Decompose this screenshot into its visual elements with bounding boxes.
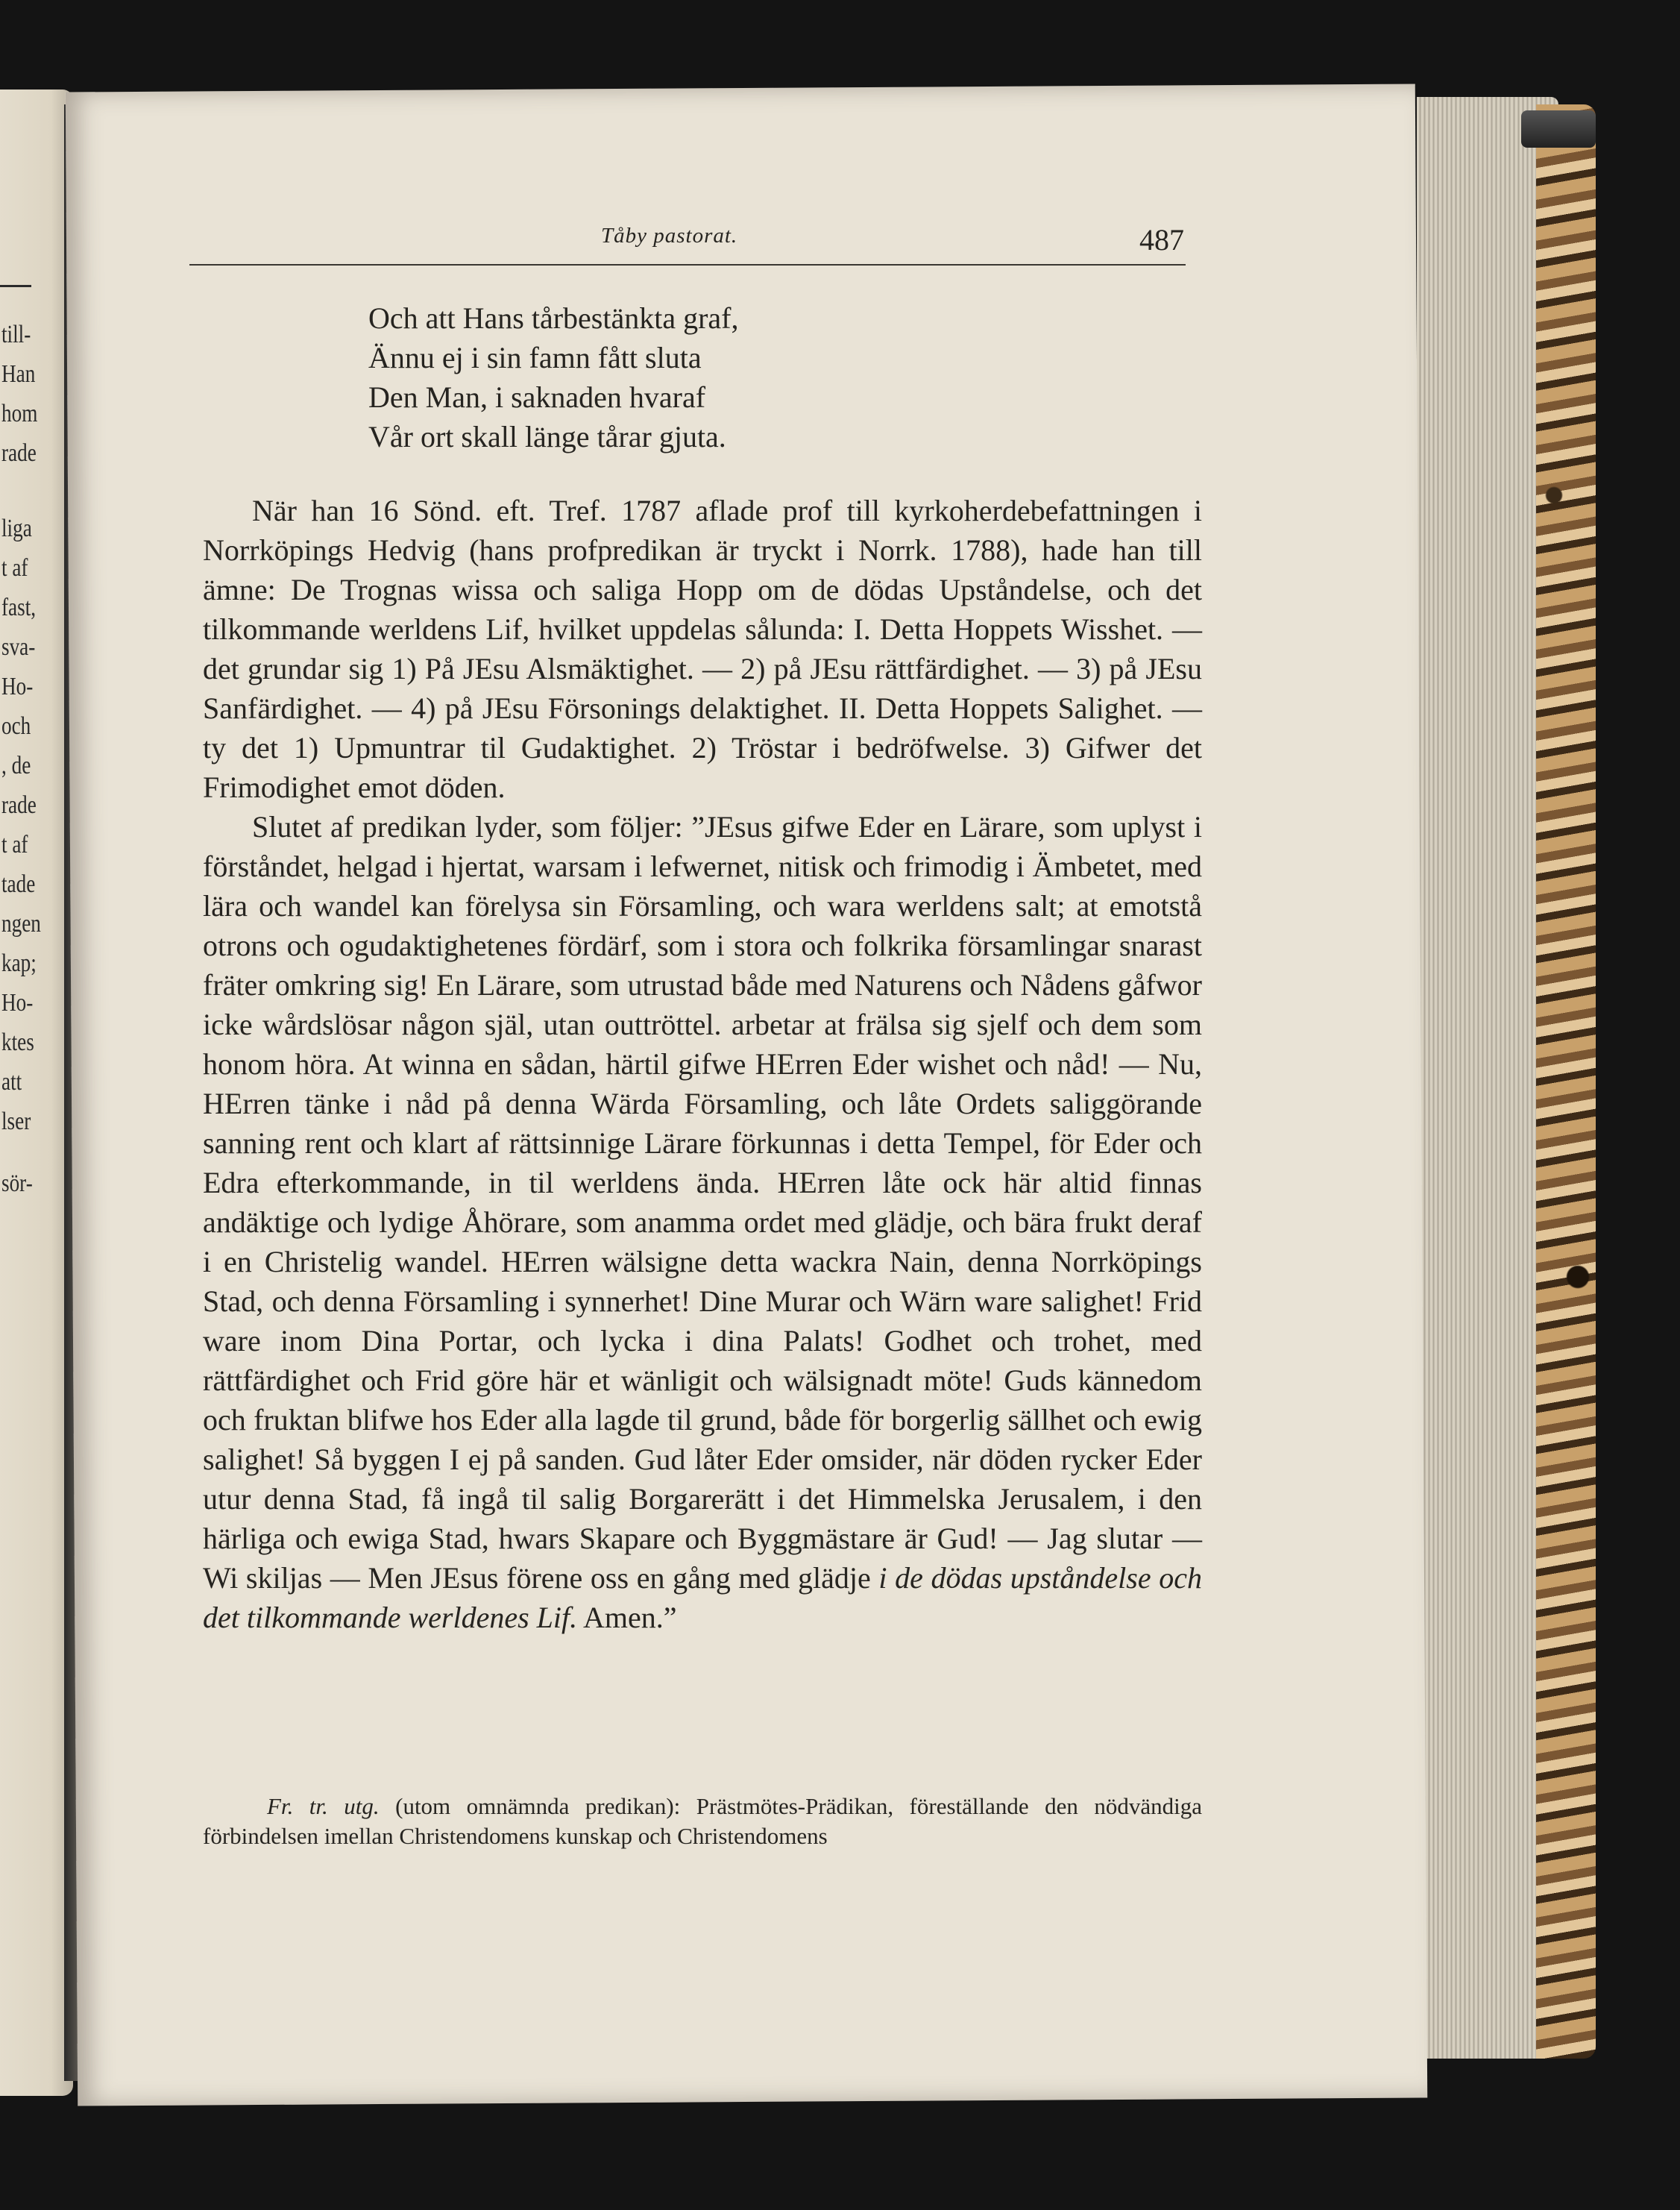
left-page-fragment: liga	[1, 515, 32, 542]
left-page-fragment: ngen	[1, 910, 41, 938]
left-page-fragment: ktes	[1, 1029, 34, 1056]
left-page-fragment: Han	[1, 360, 36, 388]
left-page-fragment: kap;	[1, 949, 37, 977]
left-page-fragment: t af	[1, 831, 28, 858]
left-page-fragment: fast,	[1, 594, 37, 621]
left-page-fragment: rade	[1, 439, 37, 467]
verse-line: Den Man, i saknaden hvaraf	[368, 380, 706, 414]
left-page-fragment: Ho-	[1, 989, 34, 1017]
paragraph-sermon-conclusion	[203, 807, 1202, 1637]
verse-line: Och att Hans tårbestänkta graf,	[368, 301, 739, 335]
footnote-text: (utom omnämnda predikan): Prästmötes-Prädikan, föreställande den nödvändiga förbindelsen imellan Christendomens kunskap och Christendomens	[203, 1793, 1202, 1849]
left-page-fragment: rade	[1, 791, 37, 819]
left-page-fragment: och	[1, 712, 31, 740]
footnote-label: Fr. tr. utg.	[267, 1793, 380, 1819]
page-number: 487	[1139, 223, 1184, 257]
running-head: Tåby pastorat.	[601, 224, 738, 248]
conclusion-text: Slutet af predikan lyder, som följer: ”JEsus gifwe Eder en Lärare, som uplyst i förståndet, helgad i hjertat, warsam i lefwernet, nitisk och frimodig i Ämbetet, med lära och wandel kan förelysa sin Församling, och wara werldens salt; at emotstå otrons och ogudaktighetenes fördärf, som i stora och folkrika församlingar snarast fräter omkring sig! En Lärare, som utrustad både med Naturens och Nådens gåfwor icke wårdslösar någon själ, utan outtröttel. arbetar at frälsa sig sjelf och dem som honom höra. At winna en sådan, härtil gifwe HErren Eder wishet och nåd! — Nu, HErren tänke i nåd på denna Wärda Församling, och låte Ordets saliggörande sanning rent och klart af rättsinnige Lärare förkunnas i detta Tempel, för Eder och Edra efterkommande, in til werldens ända. HErren låte ock här altid finnas andäktige och lydige Åhörare, som anamma ordet med glädje, och bära frukt deraf i en Christelig wandel. HErren wälsigne detta wackra Nain, denna Norrköpings Stad, och denna Församling i synnerhet! Dine Murar och Wärn ware salighet! Frid ware inom Dina Portar, och lycka i dina Palats! Godhet och trohet, med rättfärdighet och Frid göre här et wänligit och wälsignadt möte! Guds kännedom och fruktan blifwe hos Eder alla lagde til grund, både för borgerlig sällhet och ewig salighet! Så byggen I ej på sanden. Gud låter Eder omsider, när döden rycker Eder utur denna Stad, få ingå til salig Borgarerätt i det Himmelska Jerusalem, i den härliga och ewiga Stad, hwars Skapare och Byggmästare är Gud! — Jag slutar — Wi skiljas — Men JEsus förene oss en gång med glädje	[203, 810, 1202, 1595]
body-text	[203, 491, 1202, 1637]
verse-line: Ännu ej i sin famn fått sluta	[368, 341, 702, 374]
left-page-fragment: tade	[1, 870, 36, 898]
left-page-fragment: sva-	[1, 633, 36, 661]
conclusion-italic: i de dödas upståndelse och det tilkommande werldenes Lif.	[203, 1561, 1202, 1634]
left-page-fragment: att	[1, 1068, 22, 1096]
paragraph-sermon-description: När han 16 Sönd. eft. Tref. 1787 aflade prof till kyrkoherdebefattningen i Norrköpings Hedvig (hans profpredikan är tryckt i Norrk. 1788), hade han till ämne: De Trognas wissa och saliga Hopp om de dödas Upståndelse, och det tilkommande werldens Lif, hvilket uppdelas sålunda: I. Detta Hoppets Wisshet. — det grundar sig 1) På JEsu Alsmäktighet. — 2) på JEsu rättfärdighet. — 3) på JEsu Sanfärdighet. — 4) på JEsu Försonings delaktighet. II. Detta Hoppets Salighet. — ty det 1) Upmuntrar til Gudaktighet. 2) Tröstar i bedröfwelse. 3) Gifwer det Frimodighet emot döden.	[203, 494, 1202, 804]
left-page-fragment: sör-	[1, 1170, 33, 1197]
left-page-fragment: hom	[1, 400, 38, 427]
conclusion-end: Amen.”	[577, 1601, 677, 1634]
left-page-fragment: Ho-	[1, 673, 34, 700]
left-page-fragment: , de	[1, 752, 31, 779]
verse-block	[368, 298, 738, 456]
left-page-fragment: t af	[1, 554, 28, 582]
left-page-fragment: lser	[1, 1108, 31, 1135]
left-page-fragment: till-	[1, 321, 31, 348]
verse-line: Vår ort skall länge tårar gjuta.	[368, 420, 726, 453]
footnote	[203, 1792, 1202, 1851]
header-rule	[189, 264, 1186, 266]
